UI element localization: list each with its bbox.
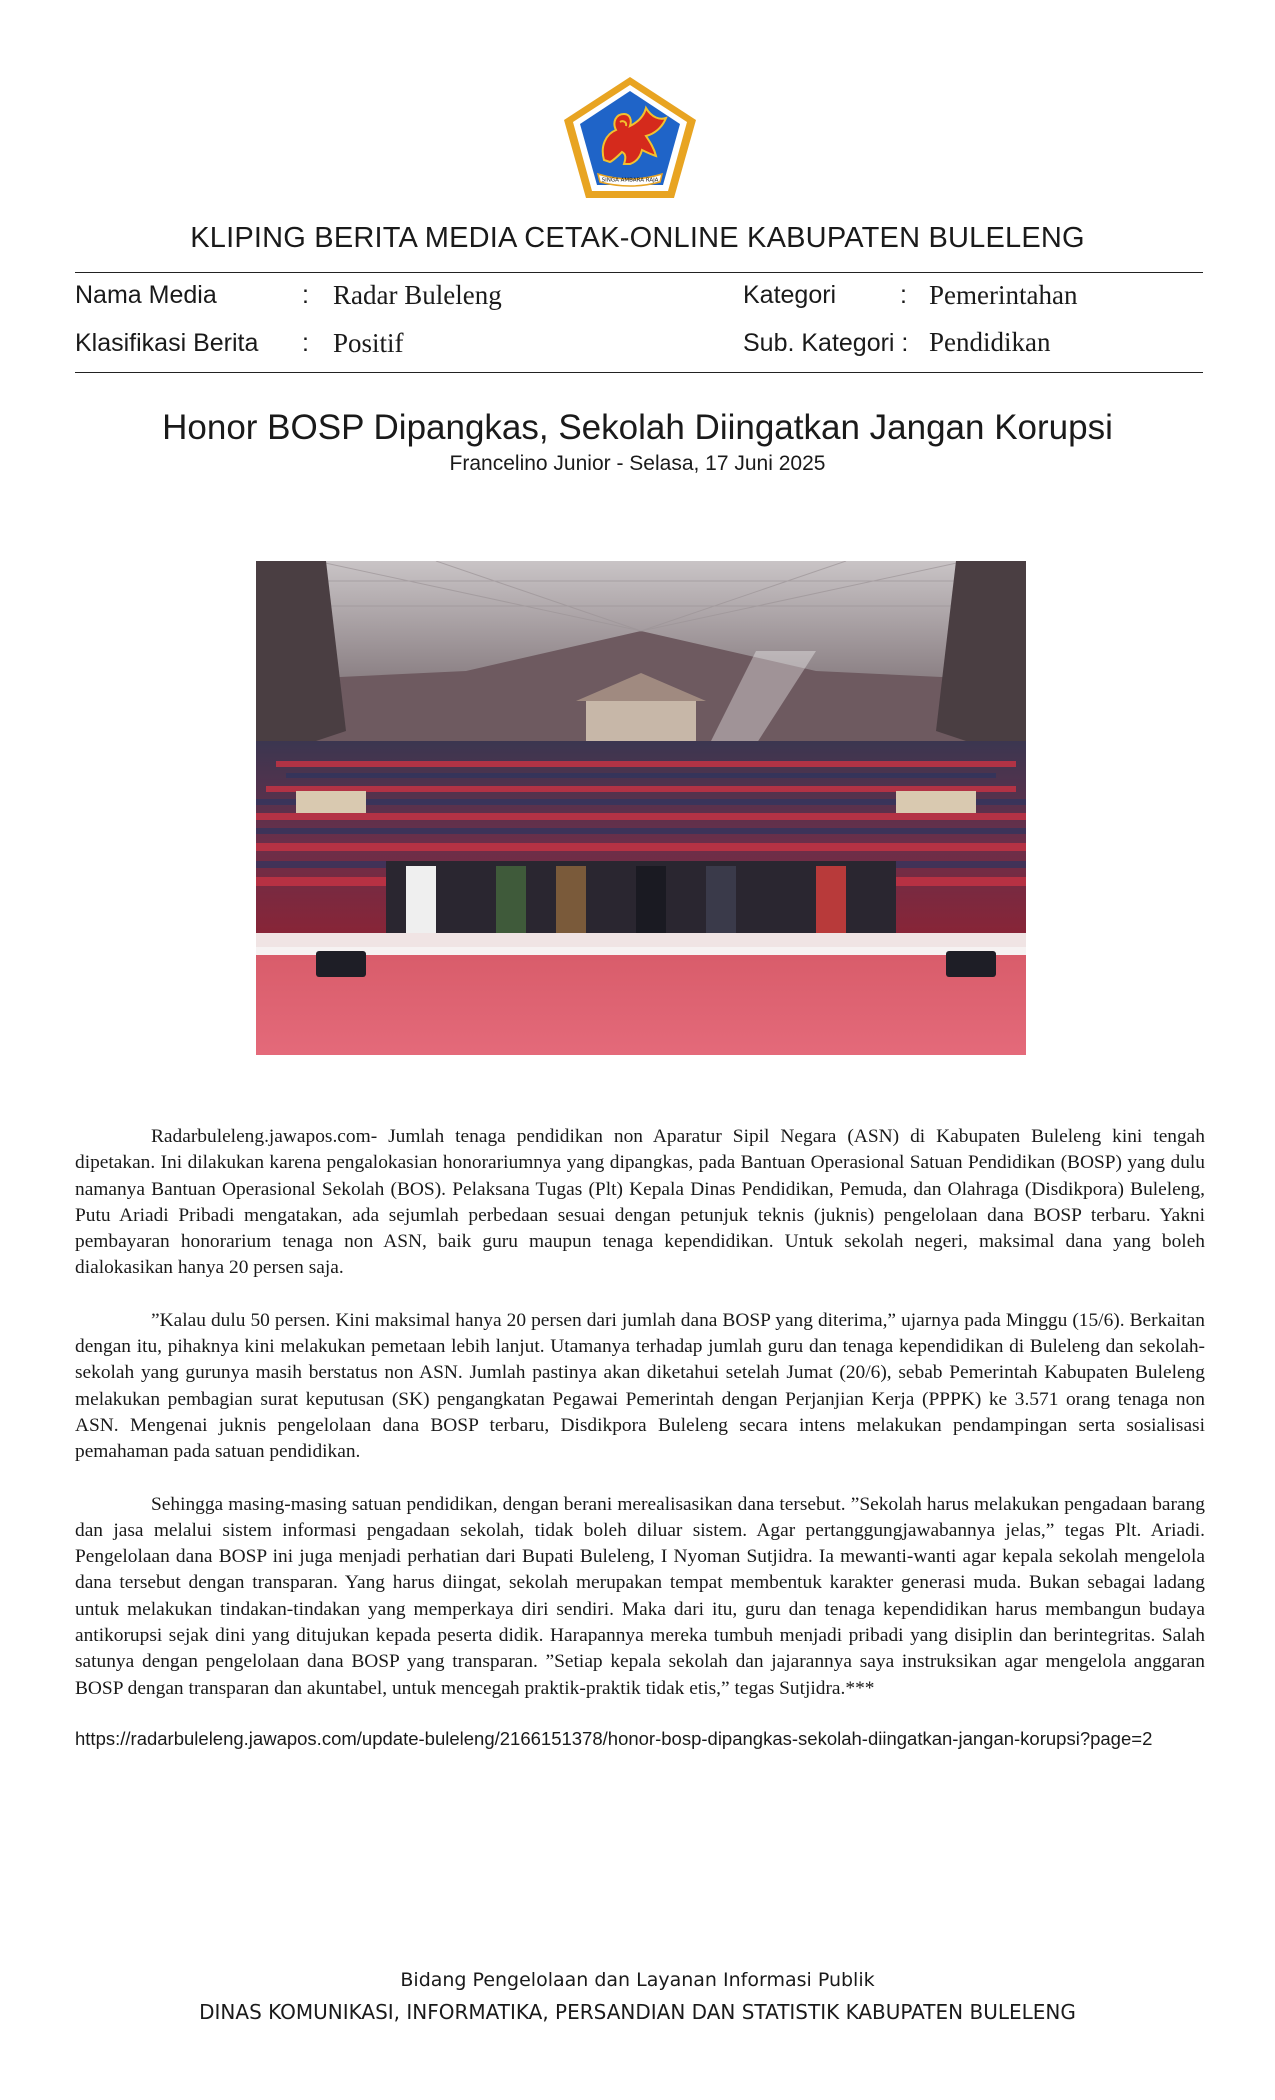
article-body — [75, 1124, 1205, 1728]
footer-agency: DINAS KOMUNIKASI, INFORMATIKA, PERSANDIAN DAN STATISTIK KABUPATEN BULELENG — [199, 2000, 1076, 2024]
article-photo — [256, 561, 1026, 1055]
klasifikasi-value: Positif — [333, 328, 404, 358]
sub-kategori-label: Sub. Kategori : — [743, 329, 909, 357]
media-value: Radar Buleleng — [333, 280, 502, 310]
source-url: https://radarbuleleng.jawapos.com/update-buleleng/2166151378/honor-bosp-dipangkas-sekolah-diingatkan-jangan-korupsi?page=2 — [75, 1728, 1153, 1749]
kliping-title: KLIPING BERITA MEDIA CETAK-ONLINE KABUPATEN BULELENG — [190, 222, 1085, 254]
article-paragraph: Sehingga masing-masing satuan pendidikan, dengan berani merealisasikan dana tersebut. ”Sekolah harus melakukan pengadaan barang dan jasa melalui sistem informasi pengadaan sekolah, tidak boleh diluar sistem. Agar pertanggungjawabannya jelas,” tegas Plt. Ariadi. Pengelolaan dana BOSP ini juga menjadi perhatian dari Bupati Buleleng, I Nyoman Sutjidra. Ia mewanti-wanti agar kepala sekolah mengelola dana tersebut dengan transparan. Yang harus diingat, sekolah merupakan tempat membentuk karakter generasi muda. Bukan sebagai ladang untuk melakukan tindakan-tindakan yang memperkaya diri sendiri. Maka dari itu, guru dan tenaga kependidikan harus membangun budaya antikorupsi sejak dini yang ditujukan kepada peserta didik. Harapannya mereka tumbuh menjadi pribadi yang disiplin dan berintegritas. Salah satunya dengan pengelolaan dana BOSP yang transparan. ”Setiap kepala sekolah dan jajarannya saya instruksikan agar mengelola anggaran BOSP dengan transparan dan akuntabel, untuk mencegah praktik-praktik tidak etis,” tegas Sutjidra.*** — [75, 1493, 1205, 1699]
media-colon: : — [302, 281, 309, 309]
media-label: Nama Media — [75, 281, 217, 309]
klasifikasi-label: Klasifikasi Berita — [75, 329, 259, 357]
article-paragraph: ”Kalau dulu 50 persen. Kini maksimal hanya 20 persen dari jumlah dana BOSP yang diterima,” ujarnya pada Minggu (15/6). Berkaitan dengan itu, pihaknya kini melakukan pemetaan lebih lanjut. Utamanya terhadap jumlah guru dan tenaga kependidikan di Buleleng dan sekolah-sekolah yang gurunya masih berstatus non ASN. Jumlah pastinya akan diketahui setelah Jumat (20/6), sebab Pemerintah Kabupaten Buleleng melakukan pembagian surat keputusan (SK) pengangkatan Pegawai Pemerintah dengan Perjanjian Kerja (PPPK) ke 3.571 orang tenaga non ASN. Mengenai juknis pengelolaan dana BOSP terbaru, Disdikpora Buleleng secara intens melakukan pendampingan serta sosialisasi pemahaman pada satuan pendidikan. — [75, 1309, 1205, 1463]
kategori-colon: : — [900, 281, 907, 309]
kategori-value: Pemerintahan — [929, 280, 1078, 310]
article-byline: Francelino Junior - Selasa, 17 Juni 2025 — [449, 452, 826, 475]
kabupaten-buleleng-emblem — [560, 74, 700, 202]
header-divider-bottom — [75, 372, 1203, 373]
header-divider-top — [75, 272, 1203, 273]
klasifikasi-colon: : — [302, 329, 309, 357]
footer-department: Bidang Pengelolaan dan Layanan Informasi Publik — [400, 1969, 875, 1991]
sub-kategori-value: Pendidikan — [929, 327, 1051, 357]
article-headline: Honor BOSP Dipangkas, Sekolah Diingatkan Jangan Korupsi — [162, 408, 1113, 447]
article-paragraph: Radarbuleleng.jawapos.com- Jumlah tenaga pendidikan non Aparatur Sipil Negara (ASN) di Kabupaten Buleleng kini tengah dipetakan. Ini dilakukan karena pengalokasian honorariumnya yang dipangkas, pada Bantuan Operasional Satuan Pendidikan (BOSP) yang dulu namanya Bantuan Operasional Sekolah (BOS). Pelaksana Tugas (Plt) Kepala Dinas Pendidikan, Pemuda, dan Olahraga (Disdikpora) Buleleng, Putu Ariadi Pribadi mengatakan, ada sejumlah perbedaan sesuai dengan petunjuk teknis (juknis) pengelolaan dana BOSP terbaru. Yakni pembayaran honorarium tenaga non ASN, baik guru maupun tenaga kependidikan. Untuk sekolah negeri, maksimal dana yang boleh dialokasikan hanya 20 persen saja. — [75, 1126, 1205, 1279]
kategori-label: Kategori — [743, 281, 837, 309]
emblem-motto: SINGA AMBARA RAJA — [601, 177, 659, 184]
